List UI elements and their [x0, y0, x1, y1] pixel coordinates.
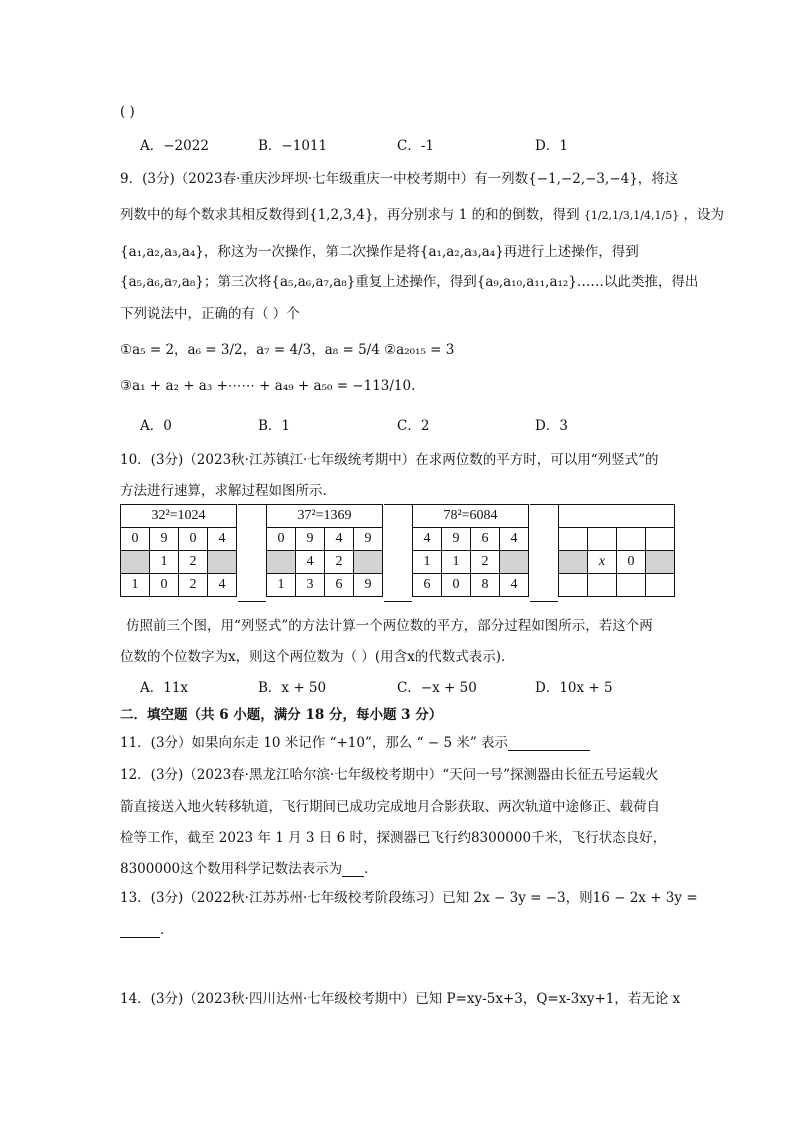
- cell: 9: [354, 574, 383, 597]
- cell: 4: [325, 528, 354, 551]
- cell: 1: [267, 574, 296, 597]
- q13-line2-end: ．: [160, 922, 174, 938]
- q14-line1: 14．(3分)（2023秋·四川达州·七年级校考期中）已知 P=xy-5x+3，Q=x-3xy+1，若无论 x: [120, 991, 681, 1007]
- vertical-calculation-figure: [120, 504, 676, 602]
- q13-line2: [120, 918, 174, 938]
- q9-line4: {a₅,a₆,a₇,a₈}；第三次将{a₅,a₆,a₇,a₈}重复上述操作，得到{a₉,a₁₀,a₁₁,a₁₂}……以此类推，得出: [120, 274, 699, 290]
- q9-line2-end: ，设为: [683, 207, 724, 223]
- q8-options: [140, 134, 700, 154]
- cell-shaded: [646, 551, 675, 574]
- cell: 8: [471, 574, 500, 597]
- cell: 0: [150, 574, 179, 597]
- q9-option-a: A．0: [140, 418, 172, 434]
- q9-statement-3: ③a₁ + a₂ + a₃ +⋯⋯ + a₄₉ + a₅₀ = −113/10.: [120, 378, 416, 394]
- cell: 1: [413, 551, 442, 574]
- cell: 6: [325, 574, 354, 597]
- cell: 4: [296, 551, 325, 574]
- q12-line4-text: 8300000这个数用科学记数法表示为: [120, 861, 343, 877]
- cell-shaded: [500, 551, 529, 574]
- cell: 2: [471, 551, 500, 574]
- q12-line2: 箭直接送入地火转移轨道，飞行期间已成功完成地月合影获取、两次轨道中途修正、载荷自: [120, 799, 660, 815]
- cell: 4: [500, 528, 529, 551]
- cell: 2: [325, 551, 354, 574]
- cell: 6: [413, 574, 442, 597]
- cell-shaded: [559, 551, 588, 574]
- cell: [617, 574, 646, 597]
- q12-line3: 检等工作，截至 2023 年 1 月 3 日 6 时，探测器已飞行约8300000千米，飞行状态良好，: [120, 830, 667, 846]
- calc-table-unknown: [558, 504, 675, 597]
- cell: [559, 574, 588, 597]
- q9-statement-1-2: ①a₅ = 2，a₆ = 3/2，a₇ = 4/3，a₈ = 5/4 ②a₂₀₁₅ = 3: [120, 342, 455, 358]
- cell: 4: [500, 574, 529, 597]
- q8-option-c: C．-1: [397, 138, 434, 154]
- table-gap: [530, 504, 558, 602]
- answer-paren: ( ): [120, 104, 135, 120]
- cell: 1: [442, 551, 471, 574]
- cell: 6: [471, 528, 500, 551]
- table-header: [559, 505, 675, 528]
- cell: 1: [150, 551, 179, 574]
- cell-shaded: [267, 551, 296, 574]
- q11: [120, 731, 590, 751]
- answer-blank: [120, 921, 160, 938]
- cell: 4: [413, 528, 442, 551]
- answer-blank: [342, 860, 364, 877]
- q9-line1: 9．(3分)（2023春·重庆沙坪坝·七年级重庆一中校考期中）有一列数{−1,−2,−3,−4}，将这: [120, 171, 679, 187]
- q10-option-a: A．11x: [140, 680, 189, 696]
- q9-line2: [120, 203, 724, 223]
- table-gap: [238, 504, 266, 602]
- q10-line4: 位数的个位数字为x，则这个两位数为（ ）(用含x的代数式表示)．: [120, 649, 515, 665]
- cell: [646, 528, 675, 551]
- q10-line1: 10．(3分)（2023秋·江苏镇江·七年级统考期中）在求两位数的平方时，可以用“列竖式”的: [120, 452, 659, 468]
- q10-line2: 方法进行速算，求解过程如图所示．: [120, 483, 336, 499]
- q10-option-b: B．x + 50: [258, 680, 327, 696]
- q12-line4: 8300000这个数用科学记数法表示为 ．: [120, 861, 378, 877]
- cell: [617, 528, 646, 551]
- q9-option-c: C．2: [397, 418, 430, 434]
- cell: [646, 574, 675, 597]
- q10-option-d: D．10x + 5: [535, 680, 613, 696]
- cell: 3: [296, 574, 325, 597]
- q11-text: 11．(3分）如果向东走 10 米记作 “+10”，那么 “ − 5 米” 表示: [120, 735, 509, 751]
- q8-option-a: A．−2022: [140, 138, 209, 154]
- calc-table-32: [120, 504, 237, 597]
- q10-options: [140, 676, 700, 696]
- cell: 9: [442, 528, 471, 551]
- cell: 9: [296, 528, 325, 551]
- cell: 2: [179, 551, 208, 574]
- cell: 2: [179, 574, 208, 597]
- cell: 0: [179, 528, 208, 551]
- q10-option-c: C．−x + 50: [397, 680, 477, 696]
- table-header: 37²=1369: [267, 505, 383, 528]
- calc-table-37: [266, 504, 383, 597]
- q10-line3: 仿照前三个图，用“列竖式”的方法计算一个两位数的平方，部分过程如图所示，若这个两: [126, 618, 653, 634]
- cell-shaded: [354, 551, 383, 574]
- cell-zero: 0: [617, 551, 646, 574]
- cell: 9: [354, 528, 383, 551]
- q9-line5: 下列说法中，正确的有（ ）个: [120, 306, 300, 322]
- cell: 4: [208, 574, 237, 597]
- q8-option-d: D．1: [535, 138, 568, 154]
- answer-blank: [508, 734, 590, 751]
- cell: 0: [121, 528, 150, 551]
- q9-option-d: D．3: [535, 418, 568, 434]
- table-gap: [384, 504, 412, 602]
- q13-line1: 13．(3分)（2022秋·江苏苏州·七年级校考阶段练习）已知 2x − 3y = −3，则16 − 2x + 3y =: [120, 890, 698, 906]
- cell: 0: [442, 574, 471, 597]
- table-header: 78²=6084: [413, 505, 529, 528]
- cell-shaded: [208, 551, 237, 574]
- cell: [559, 528, 588, 551]
- calc-table-78: [412, 504, 529, 597]
- q9-options: [140, 414, 700, 434]
- cell-shaded: [121, 551, 150, 574]
- cell: 9: [150, 528, 179, 551]
- q9-line2-text: 列数中的每个数求其相反数得到{1,2,3,4}，再分别求与 1 的和的倒数，得到: [120, 207, 580, 223]
- cell: 0: [267, 528, 296, 551]
- cell: 1: [121, 574, 150, 597]
- cell: [588, 528, 617, 551]
- section-2-heading: 二．填空题（共 6 小题，满分 18 分，每小题 3 分）: [120, 707, 443, 723]
- q12-line1: 12．(3分)（2023春·黑龙江哈尔滨·七年级校考期中）“天问一号”探测器由长征五号运载火: [120, 767, 659, 783]
- cell: [588, 574, 617, 597]
- cell-x: x: [588, 551, 617, 574]
- q9-fraction-set: {1/2,1/3,1/4,1/5}: [583, 209, 680, 222]
- q9-line3: {a₁,a₂,a₃,a₄}，称这为一次操作，第二次操作是将{a₁,a₂,a₃,a₄}再进行上述操作，得到: [120, 244, 639, 260]
- cell: 4: [208, 528, 237, 551]
- table-header: 32²=1024: [121, 505, 237, 528]
- q8-option-b: B．−1011: [258, 138, 328, 154]
- q9-option-b: B．1: [258, 418, 291, 434]
